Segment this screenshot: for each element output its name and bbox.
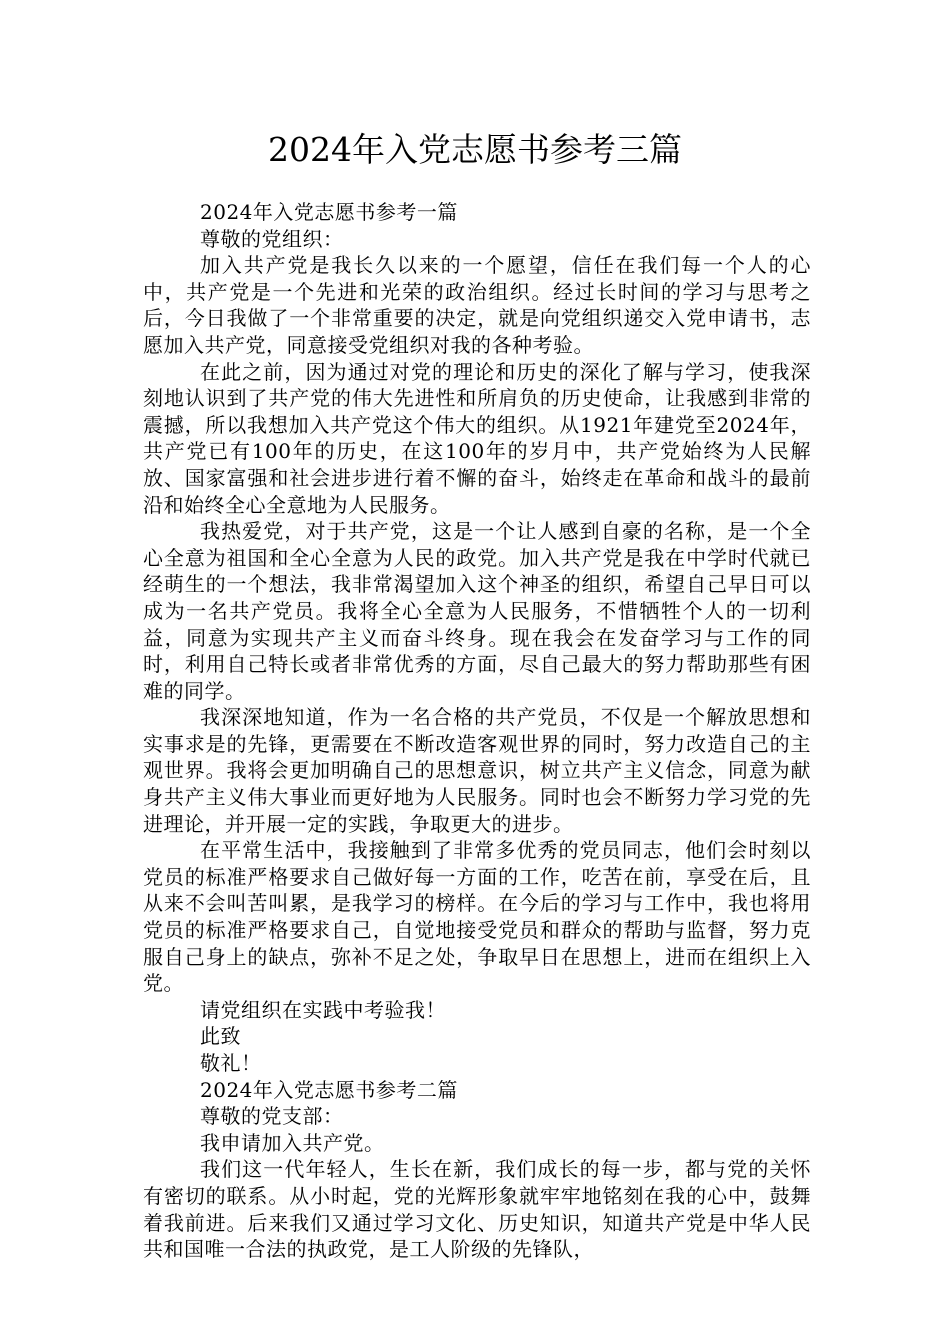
document-body bbox=[143, 199, 811, 1263]
letter1-heading: 2024年入党志愿书参考一篇 bbox=[200, 200, 458, 224]
letter1-paragraph-3: 我热爱党，对于共产党，这是一个让人感到自豪的名称，是一个全心全意为祖国和全心全意为人民的政党。加入共产党是我在中学时代就已经萌生的一个想法，我非常渴望加入这个神圣的组织，希望自己早日可以成为一名共产党员。我将全心全意为人民服务，不惜牺牲个人的一切利益，同意为实现共产主义而奋斗终身。现在我会在发奋学习与工作的同时，利用自己特长或者非常优秀的方面，尽自己最大的努力帮助那些有困难的同学。 bbox=[143, 519, 811, 703]
letter1-paragraph-4: 我深深地知道，作为一名合格的共产党员，不仅是一个解放思想和实事求是的先锋，更需要在不断改造客观世界的同时，努力改造自己的主观世界。我将会更加明确自己的思想意识，树立共产主义信念，同意为献身共产主义伟大事业而更好地为人民服务。同时也会不断努力学习党的先进理论，并开展一定的实践，争取更大的进步。 bbox=[143, 705, 811, 836]
letter1-request: 请党组织在实践中考验我！ bbox=[200, 997, 446, 1022]
letter1-closing-1: 此致 bbox=[200, 1024, 241, 1049]
letter2-heading: 2024年入党志愿书参考二篇 bbox=[200, 1077, 458, 1102]
document-title: 2024年入党志愿书参考三篇 bbox=[268, 130, 682, 169]
letter1-salutation: 尊敬的党组织： bbox=[200, 226, 344, 251]
letter2-salutation: 尊敬的党支部： bbox=[200, 1104, 344, 1129]
letter1-paragraph-2: 在此之前，因为通过对党的理论和历史的深化了解与学习，使我深刻地认识到了共产党的伟大先进性和所肩负的历史使命，让我感到非常的震撼，所以我想加入共产党这个伟大的组织。从1921年建党至2024年，共产党已有100年的历史，在这100年的岁月中，共产党始终为人民解放、国家富强和社会进步进行着不懈的奋斗，始终走在革命和战斗的最前沿和始终全心全意地为人民服务。 bbox=[143, 359, 811, 517]
letter2-paragraph-1: 我们这一代年轻人，生长在新，我们成长的每一步，都与党的关怀有密切的联系。从小时起，党的光辉形象就牢牢地铭刻在我的心中，鼓舞着我前进。后来我们又通过学习文化、历史知识，知道共产党是中华人民共和国唯一合法的执政党，是工人阶级的先锋队， bbox=[143, 1157, 811, 1262]
letter2-statement: 我申请加入共产党。 bbox=[200, 1130, 385, 1155]
letter1-paragraph-5: 在平常生活中，我接触到了非常多优秀的党员同志，他们会时刻以党员的标准严格要求自己做好每一方面的工作，吃苦在前，享受在后，且从来不会叫苦叫累，是我学习的榜样。在今后的学习与工作中，我也将用党员的标准严格要求自己，自觉地接受党员和群众的帮助与监督，努力克服自己身上的缺点，弥补不足之处，争取早日在思想上，进而在组织上入党。 bbox=[143, 838, 811, 996]
letter1-paragraph-1: 加入共产党是我长久以来的一个愿望，信任在我们每一个人的心中，共产党是一个先进和光荣的政治组织。经过长时间的学习与思考之后，今日我做了一个非常重要的决定，就是向党组织递交入党申请书，志愿加入共产党，同意接受党组织对我的各种考验。 bbox=[143, 253, 811, 357]
letter1-closing-2: 敬礼！ bbox=[200, 1051, 262, 1075]
